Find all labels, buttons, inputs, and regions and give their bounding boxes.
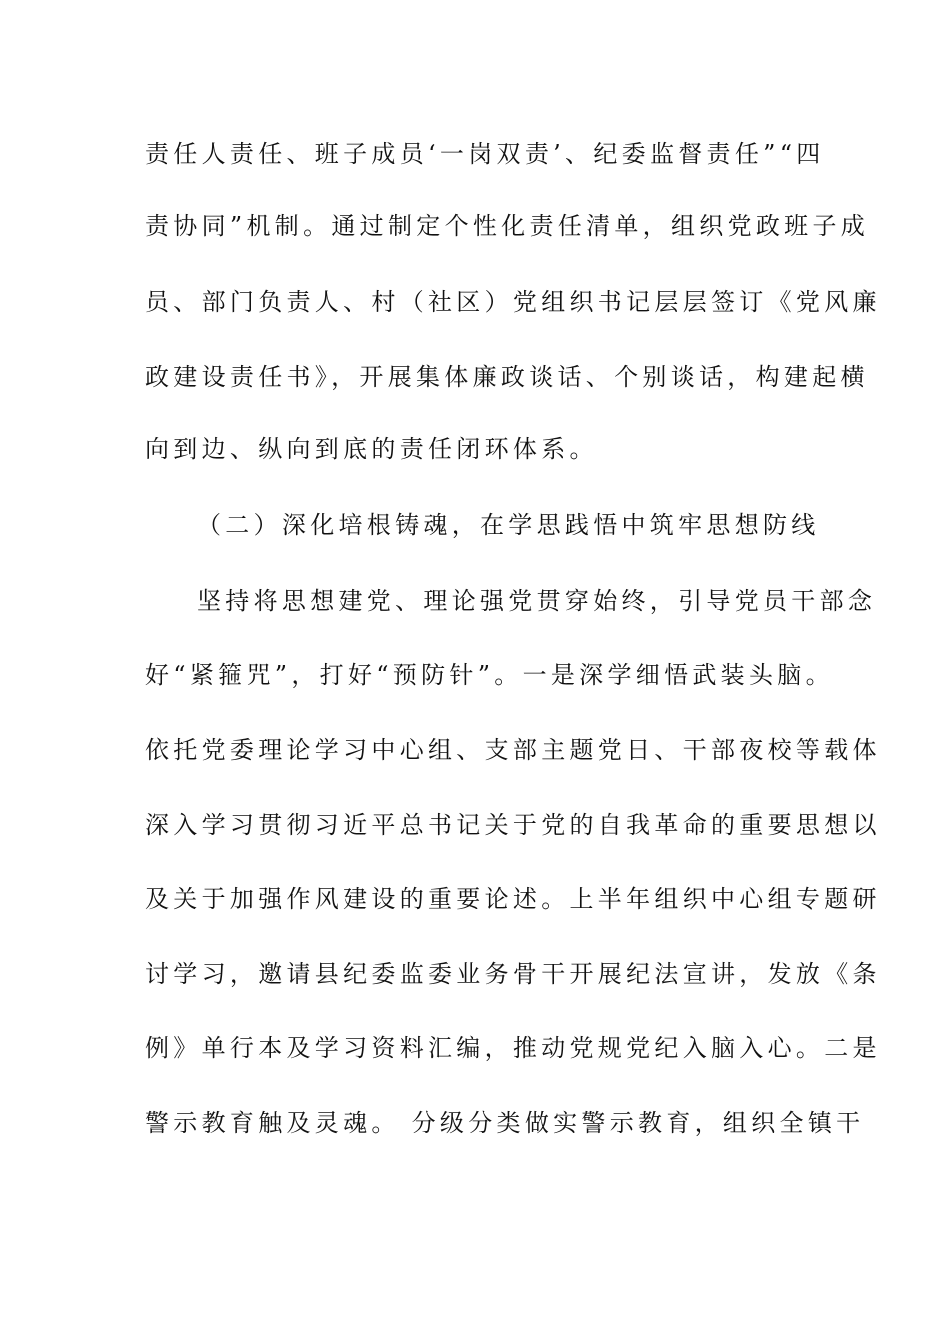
paragraph-line-6: 坚持将思想建党、理论强党贯穿始终，引导党员干部念 (197, 587, 877, 615)
paragraph-line-7: 好“紧箍咒”，打好“预防针”。一是深学细悟武装头脑。 (145, 661, 834, 689)
paragraph-line-9: 深入学习贯彻习近平总书记关于党的自我革命的重要思想以 (145, 811, 881, 839)
paragraph-line-3: 员、部门负责人、村（社区）党组织书记层层签订《党风廉 (145, 288, 881, 316)
paragraph-line-10: 及关于加强作风建设的重要论述。上半年组织中心组专题研 (145, 885, 881, 913)
paragraph-line-13: 警示教育触及灵魂。 分级分类做实警示教育，组织全镇干 (145, 1109, 865, 1137)
section-heading: （二）深化培根铸魂，在学思践悟中筑牢思想防线 (197, 511, 820, 539)
paragraph-line-8: 依托党委理论学习中心组、支部主题党日、干部夜校等载体 (145, 736, 881, 764)
paragraph-line-2: 责协同”机制。通过制定个性化责任清单，组织党政班子成 (145, 212, 870, 240)
paragraph-line-5: 向到边、纵向到底的责任闭环体系。 (145, 435, 598, 463)
paragraph-line-1: 责任人责任、班子成员‘一岗双责’、纪委监督责任”“四 (145, 140, 825, 168)
paragraph-line-11: 讨学习，邀请县纪委监委业务骨干开展纪法宣讲，发放《条 (145, 960, 881, 988)
paragraph-line-4: 政建设责任书》，开展集体廉政谈话、个别谈话，构建起横 (145, 363, 869, 391)
paragraph-line-12: 例》单行本及学习资料汇编，推动党规党纪入脑入心。二是 (145, 1034, 881, 1062)
